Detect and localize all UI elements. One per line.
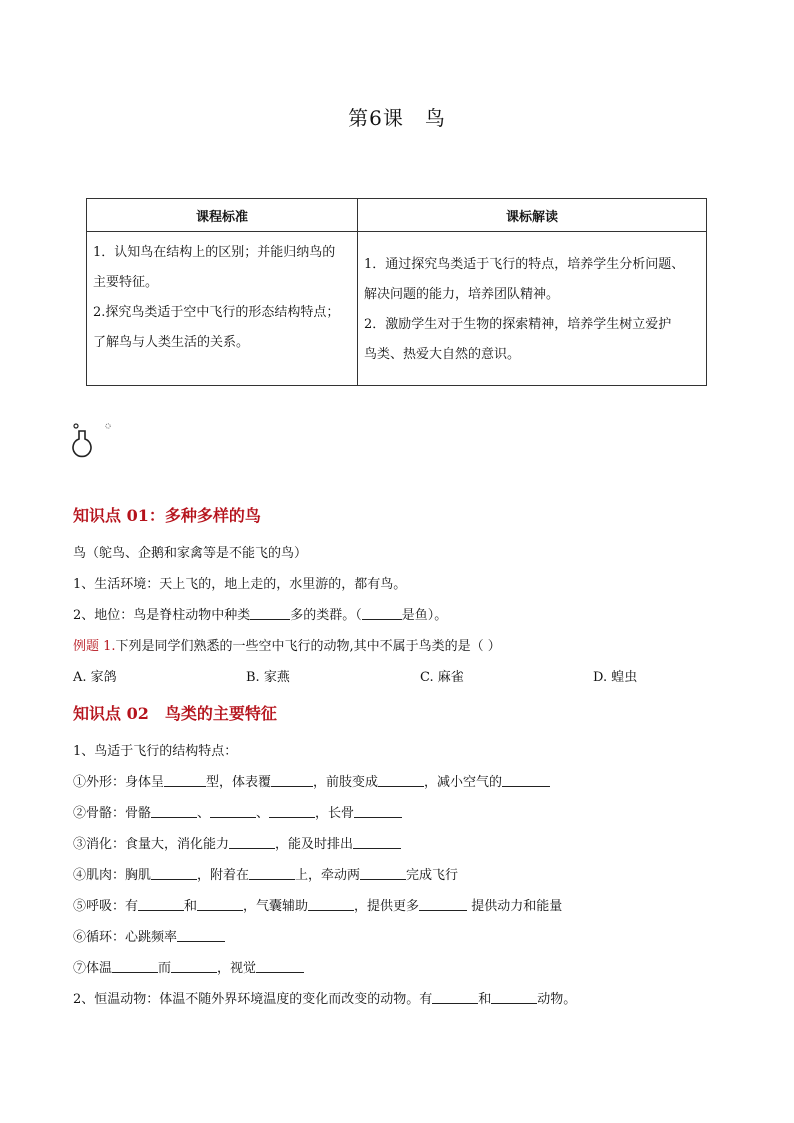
standard-line: 1．认知鸟在结构上的区别；并能归纳鸟的 xyxy=(93,245,336,260)
curriculum-table xyxy=(86,198,707,386)
circulation-line: ⑥循环：心跳频率 xyxy=(73,926,225,945)
standard-line: 了解鸟与人类生活的关系。 xyxy=(93,335,250,350)
bone-line: ②骨骼：骨骼 、 、 ，长骨 xyxy=(73,802,402,821)
option-c: C. 麻雀 xyxy=(420,670,464,685)
interpretation-line: 1．通过探究鸟类适于飞行的特点，培养学生分析问题、 xyxy=(364,257,685,272)
standard-header: 课程标准 xyxy=(87,199,357,232)
example-question: 例题 1.下列是同学们熟悉的一些空中飞行的动物,其中不属于鸟类的是（ ） xyxy=(73,639,501,654)
shape-line: ①外形：身体呈 型，体表覆 ，前肢变成 ，减小空气的 xyxy=(73,771,550,790)
interpretation-line: 解决问题的能力，培养团队精神。 xyxy=(364,287,560,302)
section2-line2: 2、恒温动物：体温不随外界环境温度的变化而改变的动物。有 和 动物。 xyxy=(73,992,577,1007)
interpretation-header: 课标解读 xyxy=(358,199,706,232)
interpretation-column xyxy=(358,199,706,385)
example-label: 例题 1. xyxy=(73,639,116,654)
standard-column xyxy=(87,199,358,385)
option-a: A. 家鸽 xyxy=(73,670,117,685)
section1-line2: 2、地位：鸟是脊柱动物中种类 多的类群。（ 是鱼）。 xyxy=(73,608,448,623)
standard-line: 主要特征。 xyxy=(93,275,159,290)
section2-heading: 知识点 02 鸟类的主要特征 xyxy=(73,704,277,723)
standard-line: 2.探究鸟类适于空中飞行的形态结构特点； xyxy=(93,305,340,320)
section1-heading: 知识点 01：多种多样的鸟 xyxy=(73,506,261,525)
section1-line1: 1、生活环境：天上飞的，地上走的，水里游的，都有鸟。 xyxy=(73,577,407,592)
page-title: 第6课 鸟 xyxy=(348,106,446,130)
flask-icon xyxy=(70,423,94,459)
temperature-line: ⑦体温 而 ，视觉 xyxy=(73,957,304,976)
fill-blank xyxy=(250,607,290,620)
option-d: D. 蝗虫 xyxy=(593,670,638,685)
section2-line1: 1、鸟适于飞行的结构特点： xyxy=(73,744,238,759)
fill-blank xyxy=(362,607,402,620)
interpretation-line: 鸟类、热爱大自然的意识。 xyxy=(364,347,521,362)
sparkle-icon xyxy=(104,422,112,430)
option-b: B. 家燕 xyxy=(246,670,290,685)
digest-line: ③消化：食量大，消化能力 ，能及时排出 xyxy=(73,833,401,852)
section1-intro: 鸟（鸵鸟、企鹅和家禽等是不能飞的鸟） xyxy=(73,546,308,561)
breath-line: ⑤呼吸：有 和 ，气囊辅助 ，提供更多 提供动力和能量 xyxy=(73,899,563,914)
interpretation-line: 2．激励学生对于生物的探索精神，培养学生树立爱护 xyxy=(364,317,672,332)
muscle-line: ④肌肉：胸肌 ，附着在 上，牵动两 完成飞行 xyxy=(73,868,459,883)
